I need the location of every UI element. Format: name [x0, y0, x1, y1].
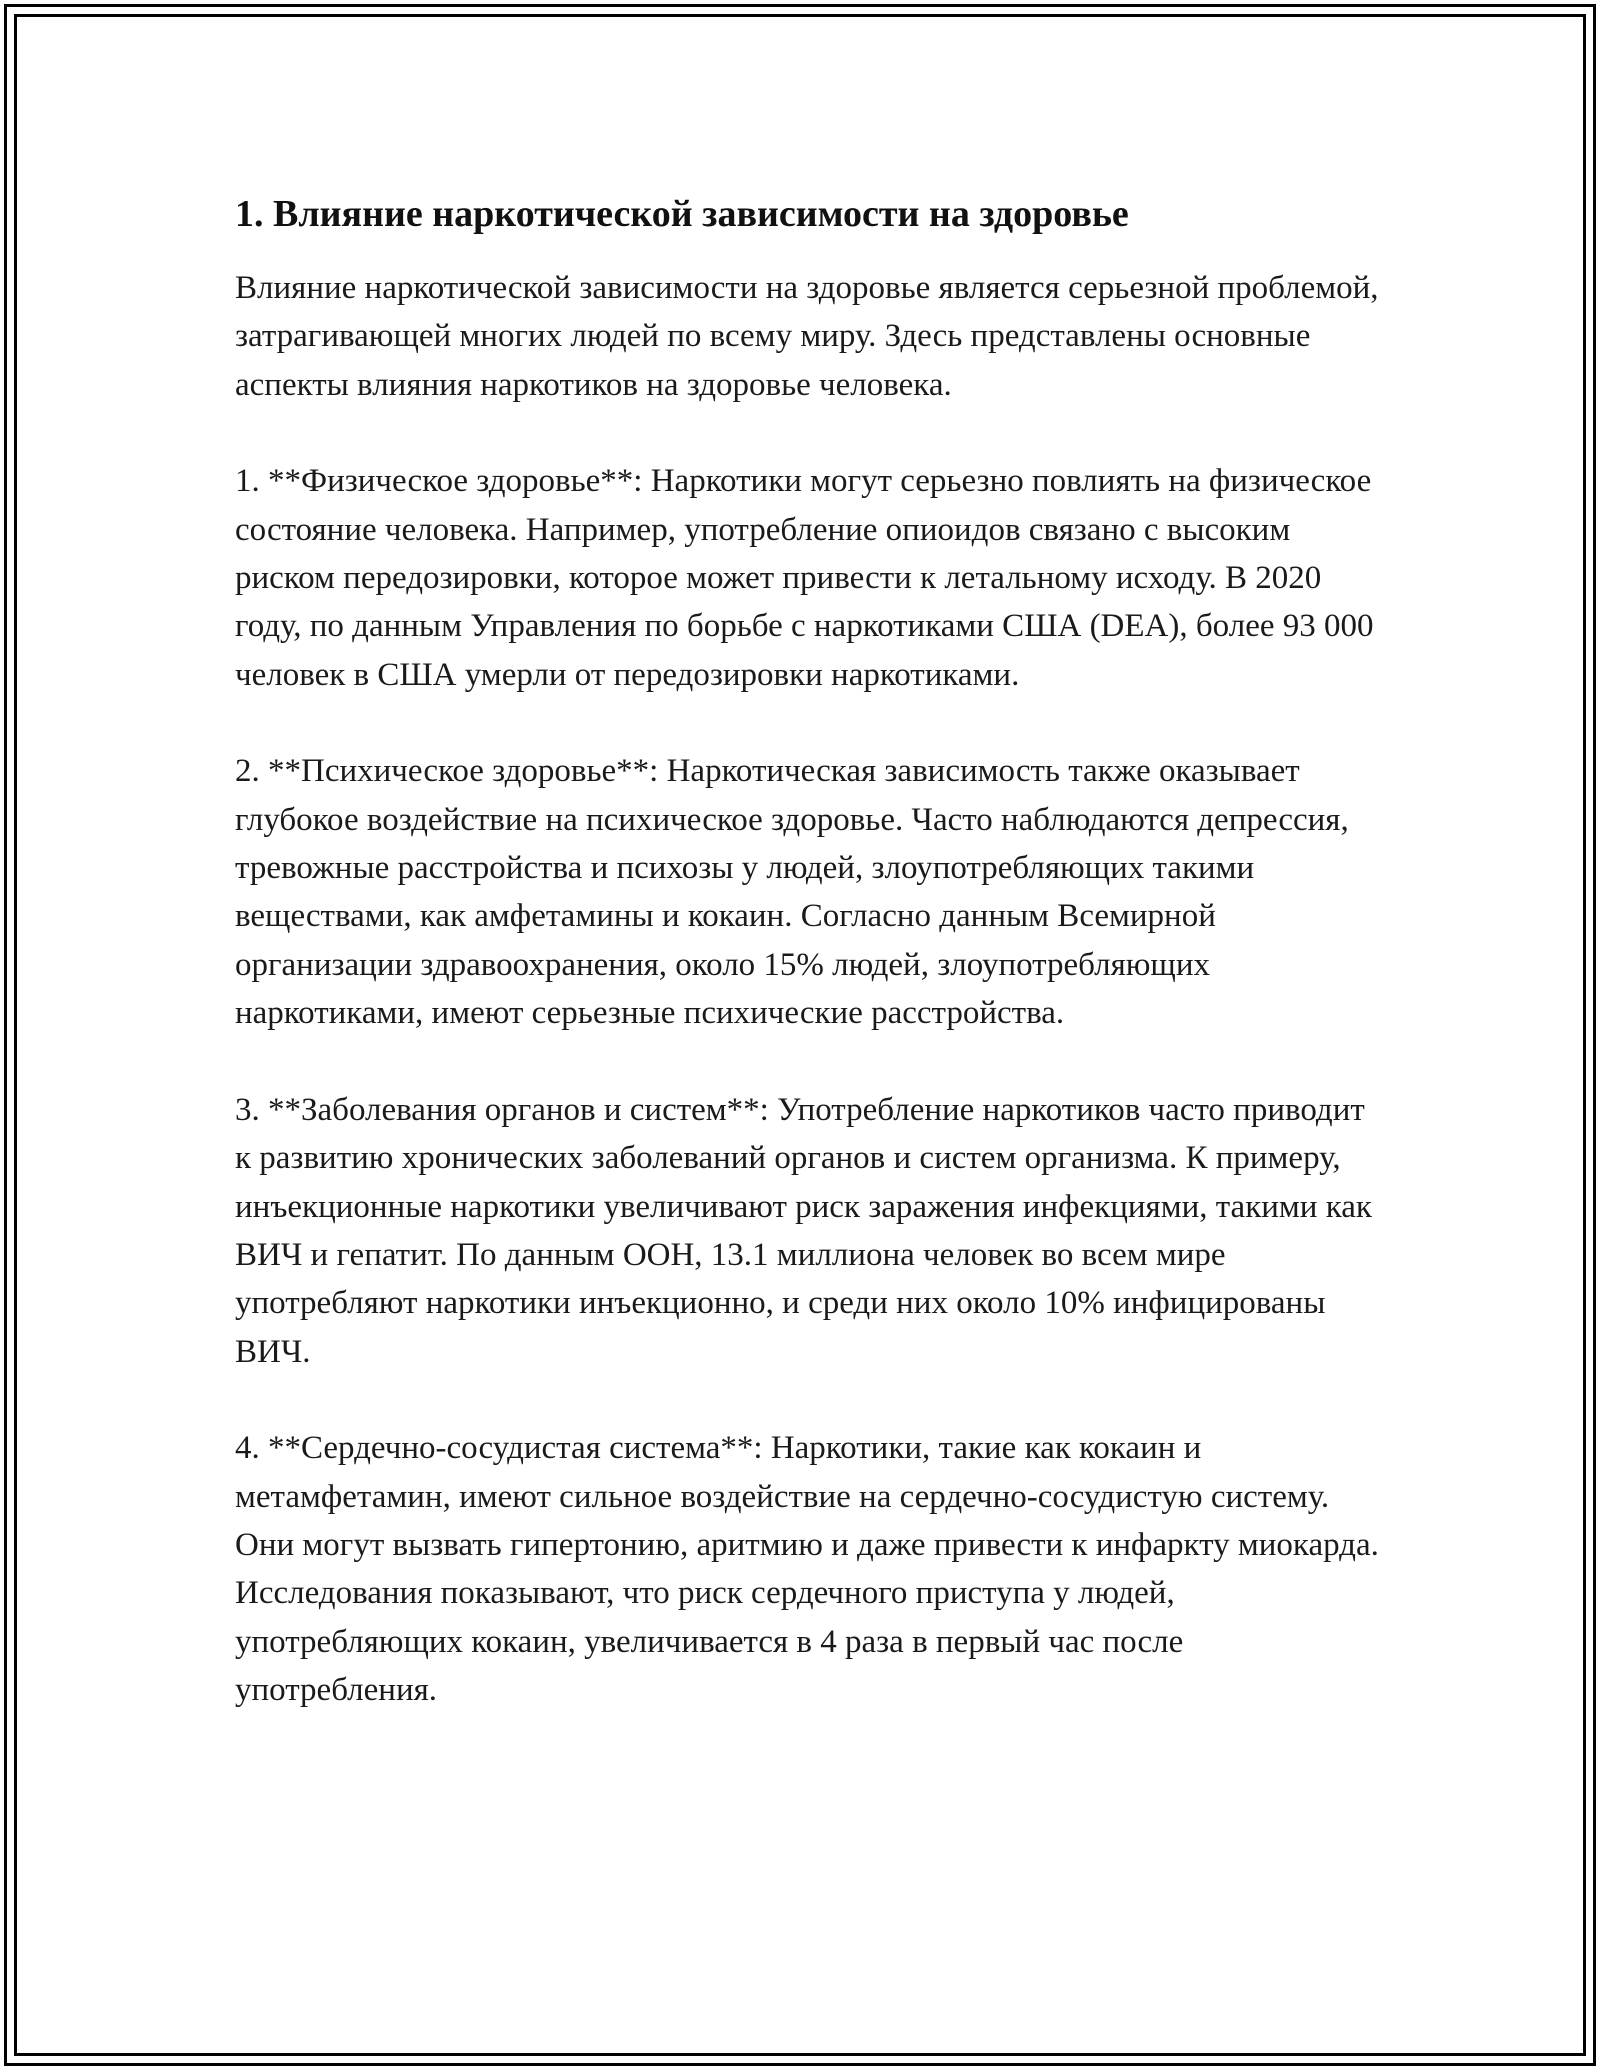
section-cardiovascular: 4. **Сердечно-сосудистая система**: Наркотики, такие как кокаин и метамфетамин, имеют сильное воздействие на сердечно-сосудистую систему. Они могут вызвать гипертонию, аритмию и даже привести к инфаркту миокарда. Исследования показывают, что риск сердечного приступа у людей, употребляющих кокаин, увеличивается в 4 раза в первый час после употребления.: [235, 1430, 1379, 1709]
document-body: [235, 188, 1385, 1715]
document-title: 1. Влияние наркотической зависимости на здоровье: [235, 193, 1129, 235]
section-physical-health: 1. **Физическое здоровье**: Наркотики могут серьезно повлиять на физическое состояние человека. Например, употребление опиоидов связано с высоким риском передозировки, которое может привести к летальному исходу. В 2020 году, по данным Управления по борьбе с наркотиками США (DEA), более 93 000 человек в США умерли от передозировки наркотиками.: [235, 463, 1374, 693]
section-organ-diseases: 3. **Заболевания органов и систем**: Употребление наркотиков часто приводит к развитию хронических заболеваний органов и систем организма. К примеру, инъекционные наркотики увеличивают риск заражения инфекциями, такими как ВИЧ и гепатит. По данным ООН, 13.1 миллиона человек во всем мире употребляют наркотики инъекционно, и среди них около 10% инфицированы ВИЧ.: [235, 1091, 1372, 1370]
section-mental-health: 2. **Психическое здоровье**: Наркотическая зависимость также оказывает глубокое воздействие на психическое здоровье. Часто наблюдаются депрессия, тревожные расстройства и психозы у людей, злоупотребляющих такими веществами, как амфетамины и кокаин. Согласно данным Всемирной организации здравоохранения, около 15% людей, злоупотребляющих наркотиками, имеют серьезные психические расстройства.: [235, 753, 1349, 1032]
intro-paragraph: Влияние наркотической зависимости на здоровье является серьезной проблемой, затрагивающей многих людей по всему миру. Здесь представлены основные аспекты влияния наркотиков на здоровье человека.: [235, 270, 1379, 403]
